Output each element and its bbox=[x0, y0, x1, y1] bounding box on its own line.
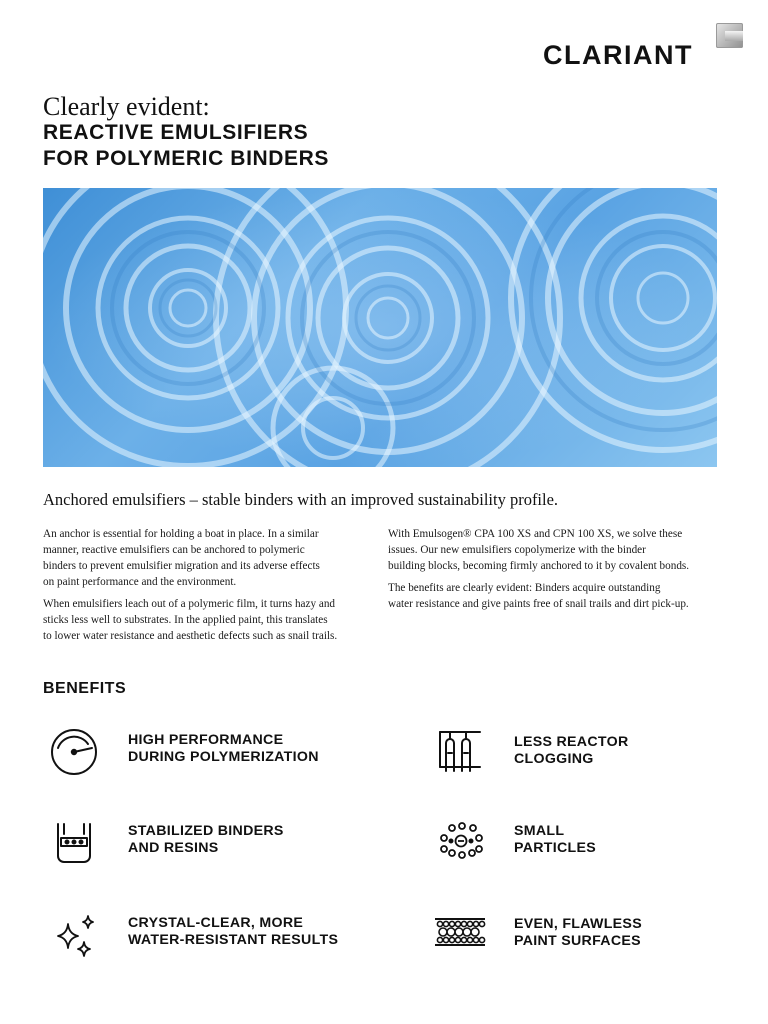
benefit-label-line: CLOGGING bbox=[514, 751, 594, 767]
benefit-crystal-clear bbox=[128, 915, 338, 949]
title-intro: Clearly evident: bbox=[43, 92, 210, 121]
text-line: issues. Our new emulsifiers copolymerize with the binder bbox=[388, 544, 646, 556]
benefit-stabilized-binders bbox=[128, 823, 284, 857]
text-line: With Emulsogen® CPA 100 XS and CPN 100 XS, we solve these bbox=[388, 528, 683, 540]
paragraph-anchor bbox=[43, 526, 373, 590]
benefit-label-line: AND RESINS bbox=[128, 840, 219, 856]
benefit-label-line: LESS REACTOR bbox=[514, 734, 629, 750]
company-logo-text: CLARIANT bbox=[543, 40, 693, 70]
text-line: sticks less well to substrates. In the applied paint, this translates bbox=[43, 614, 328, 626]
benefit-even-paint-surfaces bbox=[514, 916, 642, 950]
company-logo-mark-icon bbox=[716, 23, 743, 48]
text-line: building blocks, becoming firmly anchored to it by covalent bonds. bbox=[388, 560, 690, 572]
benefits-heading: BENEFITS bbox=[43, 680, 127, 697]
text-line: When emulsifiers leach out of a polymeric film, it turns hazy and bbox=[43, 598, 336, 610]
paint-layer-icon bbox=[430, 908, 490, 964]
paragraph-benefits-evident bbox=[388, 580, 718, 612]
benefit-label-line: SMALL bbox=[514, 823, 565, 839]
title-main-line1: REACTIVE EMULSIFIERS bbox=[43, 121, 309, 144]
benefit-label-line: HIGH PERFORMANCE bbox=[128, 732, 284, 748]
title-main-line2: FOR POLYMERIC BINDERS bbox=[43, 147, 330, 170]
benefit-high-performance bbox=[128, 732, 319, 766]
benefit-label-line: DURING POLYMERIZATION bbox=[128, 749, 319, 765]
water-ripples-image bbox=[43, 188, 717, 467]
benefit-label-line: WATER-RESISTANT RESULTS bbox=[128, 932, 339, 948]
beaker-icon bbox=[44, 816, 104, 872]
benefit-small-particles bbox=[514, 823, 596, 857]
text-line: water resistance and give paints free of snail trails and dirt pick-up. bbox=[388, 598, 689, 610]
particles-icon bbox=[432, 816, 492, 872]
text-line: on paint performance and the environment. bbox=[43, 576, 237, 588]
benefit-less-reactor-clogging bbox=[514, 734, 629, 768]
text-line: to lower water resistance and aesthetic defects such as snail trails. bbox=[43, 630, 338, 642]
reactor-tanks-icon bbox=[432, 723, 492, 779]
text-line: An anchor is essential for holding a boat in place. In a similar bbox=[43, 528, 319, 540]
benefit-label-line: PARTICLES bbox=[514, 840, 597, 856]
subtitle: Anchored emulsifiers – stable binders with an improved sustainability profile. bbox=[43, 490, 559, 509]
gauge-icon bbox=[44, 724, 104, 780]
paragraph-leaching bbox=[43, 596, 373, 644]
benefit-label-line: EVEN, FLAWLESS bbox=[514, 916, 642, 932]
sparkle-icon bbox=[44, 910, 104, 966]
benefit-label-line: STABILIZED BINDERS bbox=[128, 823, 284, 839]
text-line: binders to prevent emulsifier migration and its adverse effects bbox=[43, 560, 320, 572]
benefit-label-line: CRYSTAL-CLEAR, MORE bbox=[128, 915, 304, 931]
text-line: manner, reactive emulsifiers can be anchored to polymeric bbox=[43, 544, 305, 556]
text-line: The benefits are clearly evident: Binders acquire outstanding bbox=[388, 582, 661, 594]
benefit-label-line: PAINT SURFACES bbox=[514, 933, 641, 949]
paragraph-solution bbox=[388, 526, 718, 574]
